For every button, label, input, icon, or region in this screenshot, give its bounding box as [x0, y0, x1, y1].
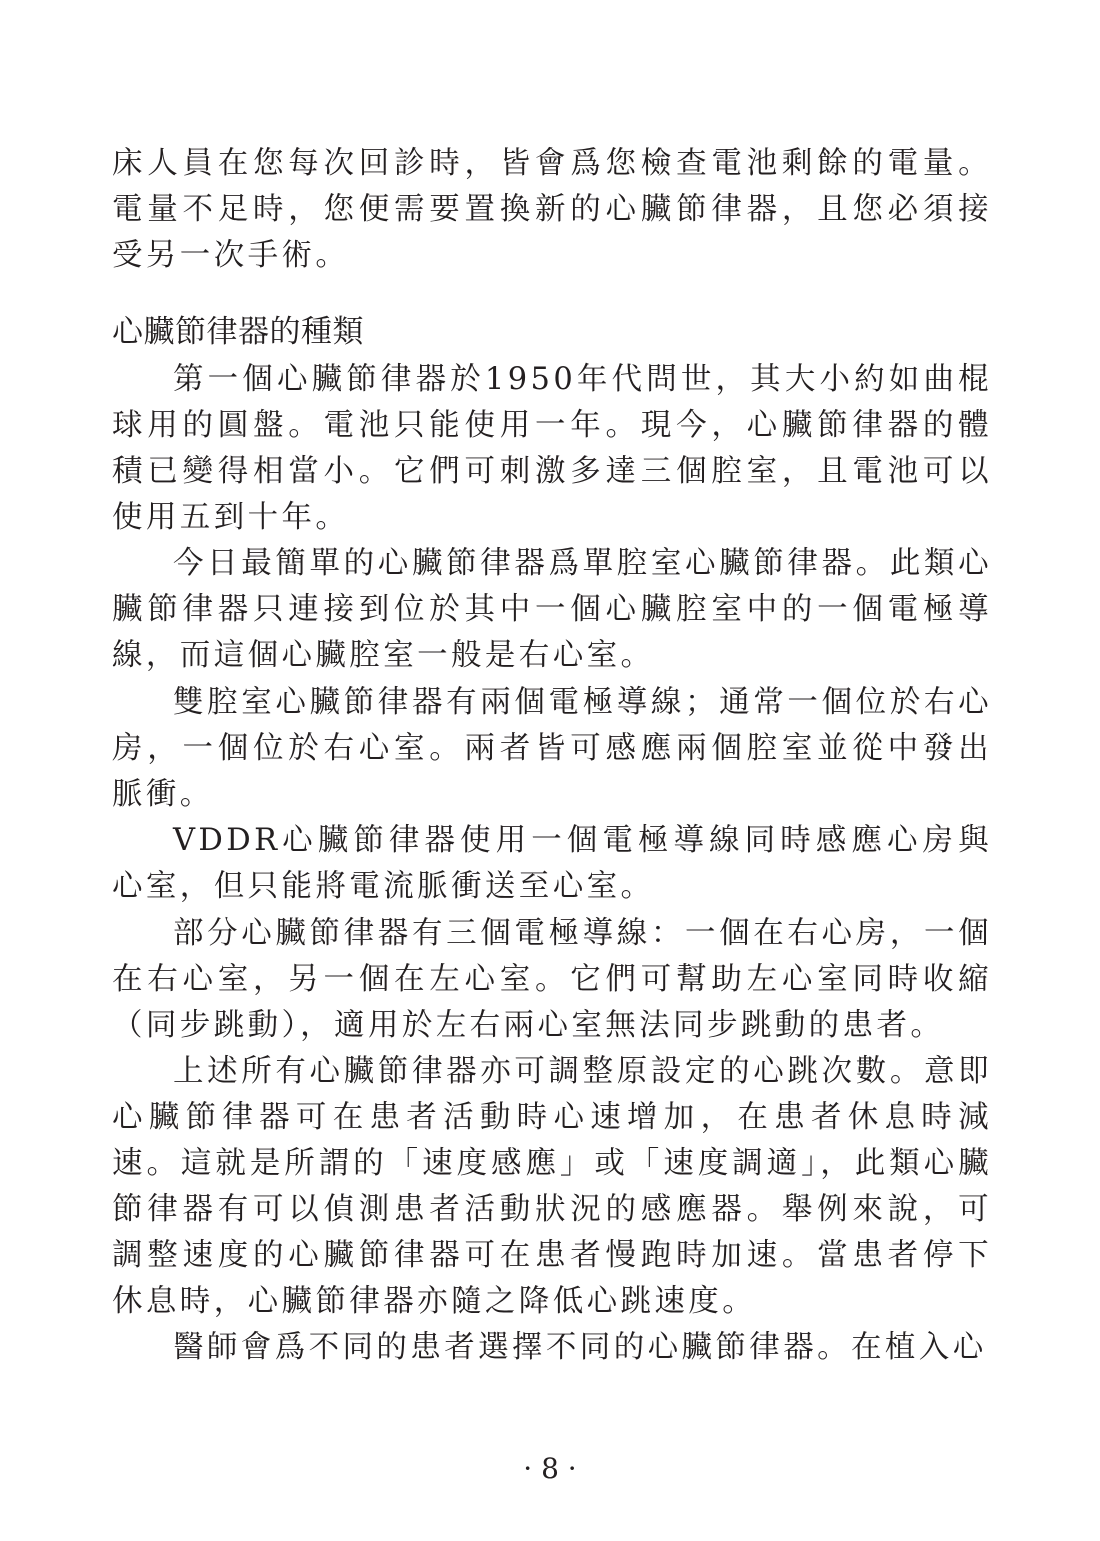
intro-block [112, 141, 992, 279]
page-number: · 8 · [523, 1452, 577, 1485]
paragraph: 第一個心臟節律器於1950年代問世，其大小約如曲棍球用的圓盤。電池只能使用一年。現今，心臟節律器的體積已變得相當小。它們可刺激多達三個腔室，且電池可以使用五到十年。 [112, 362, 992, 535]
intro-paragraph: 床人員在您每次回診時，皆會爲您檢查電池剩餘的電量。電量不足時，您便需要置換新的心臟節律器，且您必須接受另一次手術。 [112, 146, 992, 273]
paragraph: VDDR心臟節律器使用一個電極導線同時感應心房與心室，但只能將電流脈衝送至心室。 [112, 823, 992, 905]
paragraph: 雙腔室心臟節律器有兩個電極導線；通常一個位於右心房，一個位於右心室。兩者皆可感應兩個腔室並從中發出脈衝。 [112, 684, 992, 812]
body-text [112, 357, 992, 1372]
section-heading: 心臟節律器的種類 [112, 314, 364, 350]
paragraph: 部分心臟節律器有三個電極導線：一個在右心房，一個在右心室，另一個在左心室。它們可幫助左心室同時收縮（同步跳動），適用於左右兩心室無法同步跳動的患者。 [112, 915, 992, 1043]
paragraph: 今日最簡單的心臟節律器爲單腔室心臟節律器。此類心臟節律器只連接到位於其中一個心臟腔室中的一個電極導線，而這個心臟腔室一般是右心室。 [112, 546, 992, 674]
paragraph: 上述所有心臟節律器亦可調整原設定的心跳次數。意即心臟節律器可在患者活動時心速增加，在患者休息時減速。這就是所謂的「速度感應」或「速度調適」，此類心臟節律器有可以偵測患者活動狀況的感應器。舉例來說，可調整速度的心臟節律器可在患者慢跑時加速。當患者停下休息時，心臟節律器亦隨之降低心跳速度。 [112, 1053, 992, 1319]
paragraph: 醫師會爲不同的患者選擇不同的心臟節律器。在植入心 [173, 1330, 987, 1366]
